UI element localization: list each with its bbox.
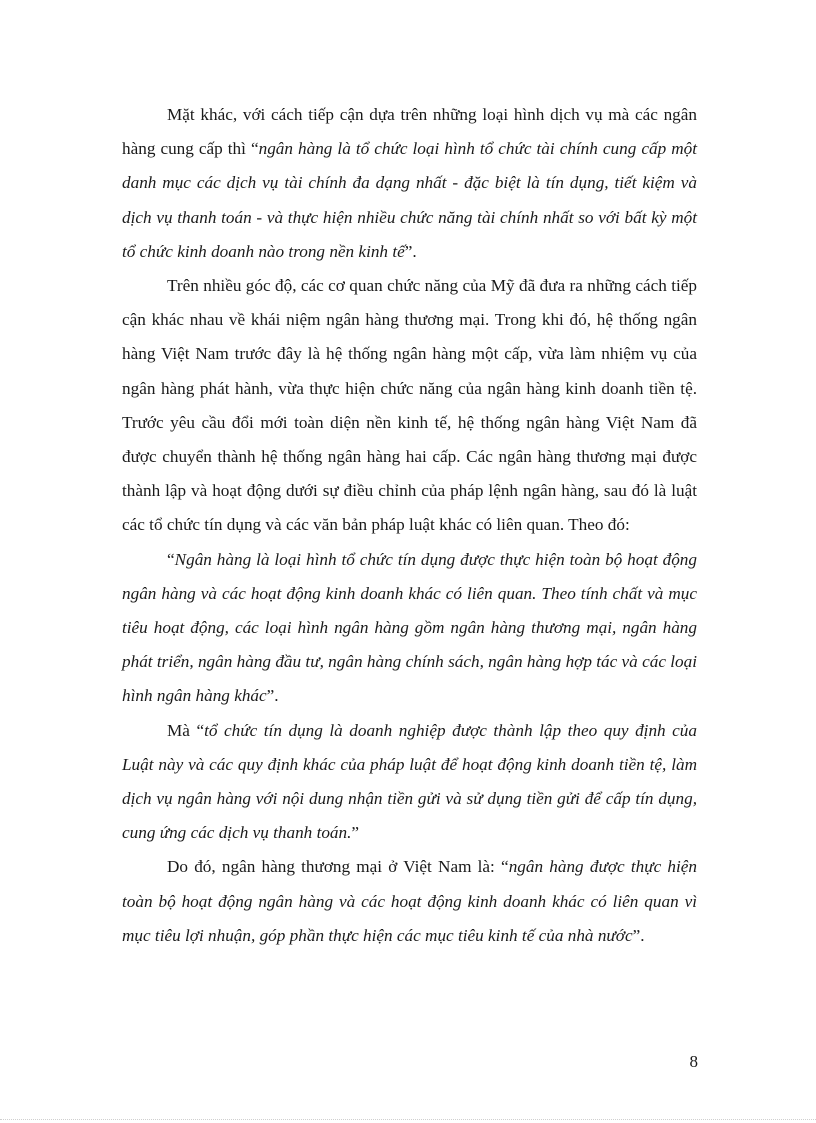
paragraph-approach-definition xyxy=(122,98,697,269)
quoted-definition: ngân hàng là tổ chức loại hình tổ chức tài chính cung cấp một danh mục các dịch vụ tài chính đa dạng nhất - đặc biệt là tín dụng, tiết kiệm và dịch vụ thanh toán - và thực hiện nhiều chức năng tài chính nhất so với bất kỳ một tổ chức kinh doanh nào trong nền kinh tế xyxy=(122,139,697,261)
paragraph-vietnam-banking-system xyxy=(122,269,697,543)
page-bottom-divider xyxy=(0,1119,816,1120)
closing-quote: ”. xyxy=(632,925,645,945)
quoted-definition: tổ chức tín dụng là doanh nghiệp được thành lập theo quy định của Luật này và các quy định khác của pháp luật để hoạt động kinh doanh tiền tệ, làm dịch vụ ngân hàng với nội dung nhận tiền gửi và sử dụng tiền gửi để cấp tín dụng, cung ứng các dịch vụ thanh toán. xyxy=(122,720,697,843)
page-number: 8 xyxy=(689,1052,698,1071)
paragraph-text: Do đó, ngân hàng thương mại ở Việt Nam là: “ xyxy=(167,857,509,877)
quoted-definition: ngân hàng được thực hiện toàn bộ hoạt động ngân hàng và các hoạt động kinh doanh khác có liên quan vì mục tiêu lợi nhuận, góp phần thực hiện các mục tiêu kinh tế của nhà nước xyxy=(122,857,698,945)
closing-quote: ” xyxy=(351,823,360,843)
closing-quote: ”. xyxy=(404,241,417,261)
paragraph-credit-institution-definition xyxy=(122,714,697,851)
closing-quote: ”. xyxy=(266,686,279,706)
document-body xyxy=(122,98,697,953)
paragraph-text: Trên nhiều góc độ, các cơ quan chức năng của Mỹ đã đưa ra những cách tiếp cận khác nhau về khái niệm ngân hàng thương mại. Trong khi đó, hệ thống ngân hàng Việt Nam trước đây là hệ thống ngân hàng một cấp, vừa làm nhiệm vụ của ngân hàng phát hành, vừa thực hiện chức năng của ngân hàng kinh doanh tiền tệ. Trước yêu cầu đổi mới toàn diện nền kinh tế, hệ thống ngân hàng Việt Nam đã được chuyển thành hệ thống ngân hàng hai cấp. Các ngân hàng thương mại được thành lập và hoạt động dưới sự điều chỉnh của pháp lệnh ngân hàng, sau đó là luật các tổ chức tín dụng và các văn bản pháp luật khác có liên quan. Theo đó: xyxy=(122,276,697,535)
paragraph-bank-definition-quote xyxy=(122,543,697,714)
opening-quote: “ xyxy=(167,549,175,569)
quoted-definition: Ngân hàng là loại hình tổ chức tín dụng được thực hiện toàn bộ hoạt động ngân hàng và các hoạt động kinh doanh khác có liên quan. Theo tính chất và mục tiêu hoạt động, các loại hình ngân hàng gồm ngân hàng thương mại, ngân hàng phát triển, ngân hàng đầu tư, ngân hàng chính sách, ngân hàng hợp tác và các loại hình ngân hàng khác xyxy=(122,549,697,706)
paragraph-commercial-bank-vietnam xyxy=(122,850,697,953)
paragraph-text: Mặt khác, với cách tiếp cận dựa trên những loại hình dịch vụ mà các ngân hàng cung cấp thì “ xyxy=(122,105,697,159)
paragraph-text: Mà “ xyxy=(167,720,205,740)
